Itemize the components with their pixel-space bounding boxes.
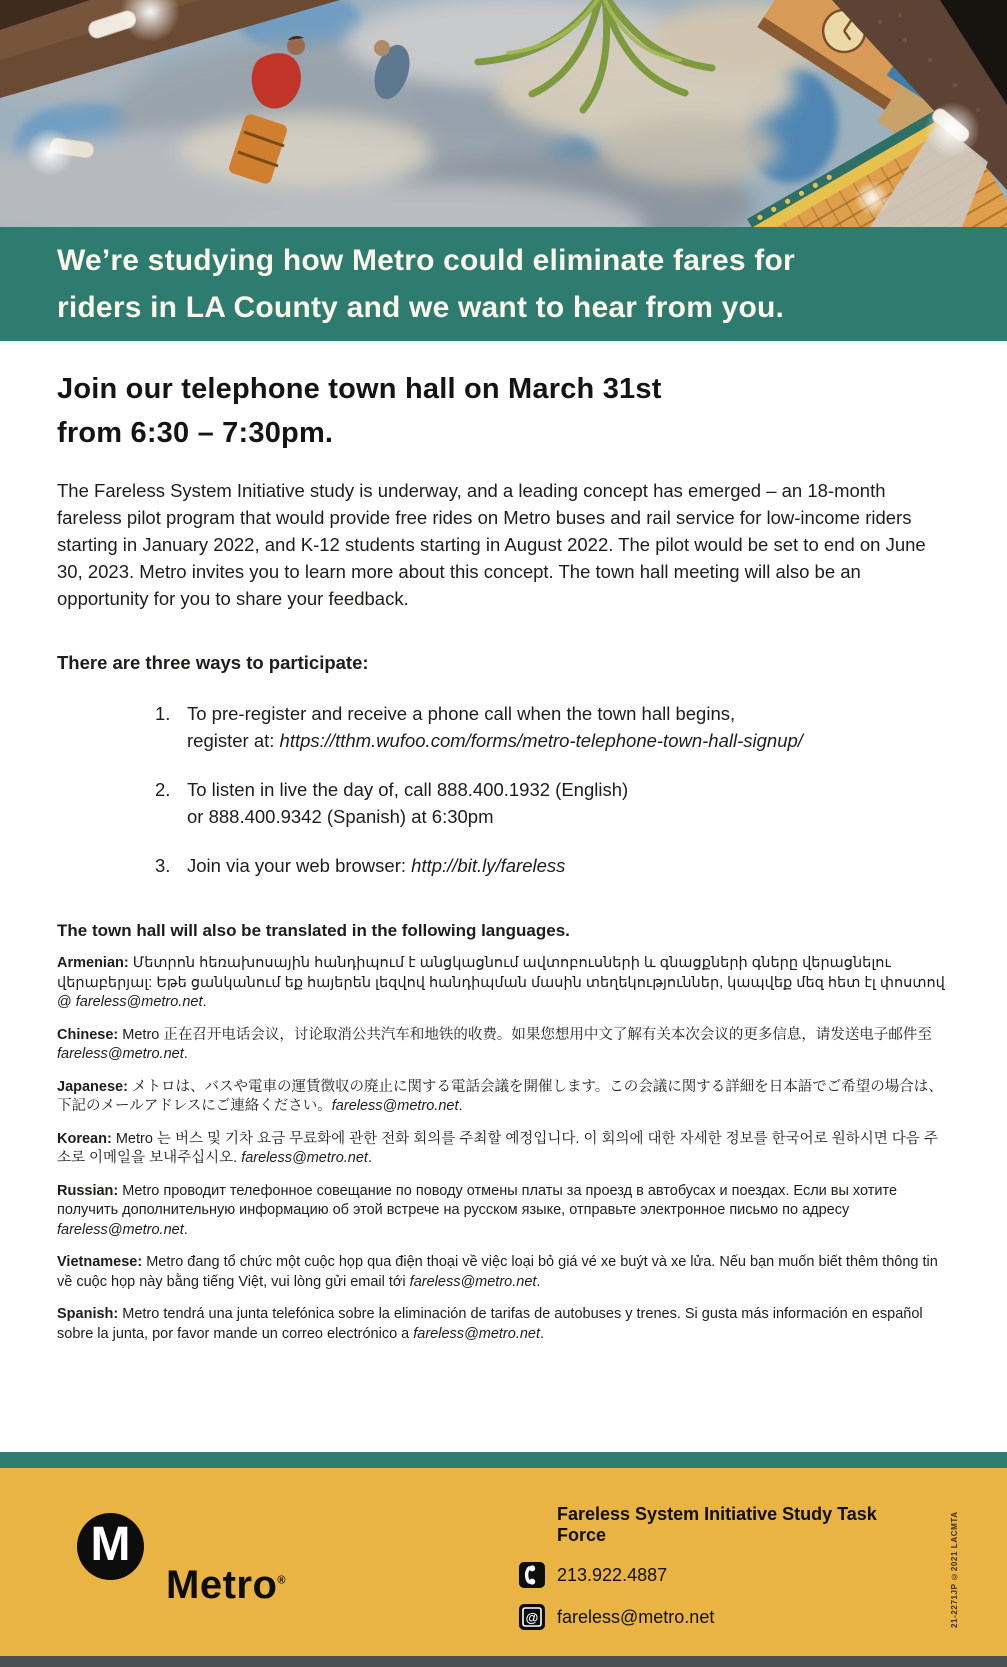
step-text-line: To pre-register and receive a phone call when the town hall begins, (187, 703, 736, 724)
bottom-bar (0, 1656, 1007, 1667)
language-label: Chinese: (57, 1026, 119, 1043)
phone-number[interactable]: 213.922.4887 (557, 1564, 668, 1585)
language-text: . (367, 1150, 372, 1166)
email-link[interactable]: fareless@metro.net (57, 1221, 184, 1238)
footer-title: Fareless System Initiative Study Task Force (557, 1504, 877, 1545)
signup-url-link[interactable]: https://tthm.wufoo.com/forms/metro-telephone-town-hall-signup/ (279, 730, 803, 751)
footer (0, 1468, 1007, 1656)
language-paragraph-armenian (57, 954, 950, 1013)
main-content (0, 341, 1007, 1452)
phone-icon (519, 1562, 545, 1588)
svg-text:@: @ (525, 1610, 539, 1625)
language-text: Metro đang tổ chức một cuộc họp qua điện thoại về việc loại bỏ giá vé xe buýt và xe lửa. Nếu bạn muốn biết thêm thông tin về cuộc họp này bằng tiếng Việt, vui lòng gửi email tới (57, 1254, 938, 1290)
hero-photo (0, 0, 1007, 227)
participate-heading: There are three ways to participate: (57, 652, 369, 673)
language-text: . (540, 1325, 545, 1342)
email-link[interactable]: fareless@metro.net (413, 1325, 541, 1342)
language-text: Metro проводит телефонное совещание по поводу отмены платы за проезд в автобусах и поездах. Если вы хотите получить дополнительную информацию об этой встрече на русском языке, отправьте электронное письмо по адресу (57, 1182, 898, 1218)
language-paragraph-japanese (57, 1078, 950, 1117)
language-label: Spanish: (57, 1306, 119, 1322)
participate-steps (57, 700, 950, 879)
email-link[interactable]: fareless@metro.net (331, 1098, 459, 1114)
bitly-url-link[interactable]: http://bit.ly/fareless (411, 855, 566, 876)
footer-email[interactable]: fareless@metro.net (557, 1606, 715, 1627)
step-pre-register (155, 700, 950, 754)
step-web-browser (155, 852, 950, 879)
language-label: Armenian: (57, 955, 129, 971)
language-paragraph-korean (57, 1130, 950, 1169)
email-link[interactable]: fareless@metro.net (75, 994, 203, 1010)
print-code: 21-2271JP ©2021 LACMTA (950, 1511, 959, 1628)
language-text: . (458, 1098, 463, 1114)
email-link[interactable]: fareless@metro.net (409, 1273, 537, 1290)
teal-divider (0, 1452, 1007, 1468)
metro-logo (77, 1513, 144, 1580)
language-label: Russian: (57, 1182, 119, 1199)
step-text-line: register at: (187, 730, 280, 751)
languages-heading: The town hall will also be translated in the following languages. (57, 921, 570, 940)
metro-wordmark-text: Metro (166, 1563, 278, 1607)
ceiling-mural-photo (0, 0, 1007, 227)
step-text-line: To listen in live the day of, call 888.400.1932 (English) (187, 779, 629, 800)
banner-line2: riders in LA County and we want to hear from you. (57, 291, 785, 324)
step-text-line: Join via your web browser: (187, 855, 412, 876)
footer-contact-block (519, 1504, 919, 1630)
step-text (187, 700, 803, 754)
language-paragraph-spanish (57, 1305, 950, 1344)
email-icon (519, 1604, 545, 1630)
language-text: Metro 正在召开电话会议，讨论取消公共汽车和地铁的收费。如果您想用中文了解有关本次会议的更多信息，请发送电子邮件至 (118, 1026, 932, 1043)
step-number: 2. (155, 779, 171, 800)
language-paragraph-chinese (57, 1026, 950, 1065)
language-text: Metro 는 버스 및 기차 요금 무료화에 관한 전화 회의를 주최할 예정입니다. 이 회의에 대한 자세한 정보를 한국어로 원하시면 다음 주소로 이메일을 보내주십시오. (57, 1130, 938, 1166)
step-text (187, 776, 628, 830)
phone-row (519, 1562, 919, 1588)
email-link[interactable]: fareless@metro.net (57, 1046, 184, 1062)
language-text: . (536, 1273, 541, 1290)
language-label: Korean: (57, 1130, 112, 1147)
step-number: 3. (155, 855, 171, 876)
language-text: . (183, 1221, 188, 1238)
language-text: Մետրոն հեռախոսային հանդիպում է անցկացնում ավտոբուսների և գնացքների գները վերացնելու վերաբերյալ: Եթե ցանկանում եք հայերեն լեզվով հանդիպման մասին տեղեկություններ, կապվեք մեզ հետ էլ փոստով @ (57, 955, 945, 1010)
step-text (187, 852, 565, 879)
step-text-line: or 888.400.9342 (Spanish) at 6:30pm (187, 806, 494, 827)
heading-line2: from 6:30 – 7:30pm. (57, 417, 334, 449)
language-label: Japanese: (57, 1078, 128, 1095)
email-link[interactable]: fareless@metro.net (241, 1150, 368, 1166)
language-paragraph-russian (57, 1182, 950, 1241)
metro-wordmark (166, 1563, 286, 1608)
language-text: . (183, 1046, 188, 1062)
registered-mark: ® (277, 1574, 286, 1587)
step-number: 1. (155, 703, 171, 724)
intro-banner (0, 227, 1007, 341)
banner-line1: We’re studying how Metro could eliminate fares for (57, 244, 795, 277)
metro-logo-letter: M (90, 1517, 131, 1571)
language-label: Vietnamese: (57, 1254, 143, 1270)
language-text: メトロは、バスや電車の運賃徴収の廃止に関する電話会議を開催します。この会議に関する詳細を日本語でご希望の場合は、下記のメールアドレスにご連絡ください。 (57, 1078, 943, 1114)
email-row (519, 1604, 919, 1630)
step-listen-live (155, 776, 950, 830)
page-title (57, 367, 950, 455)
heading-line1: Join our telephone town hall on March 31st (57, 373, 662, 405)
language-text: Metro tendrá una junta telefónica sobre la eliminación de tarifas de autobuses y trenes. Si gusta más información en español sobre la junta, por favor mande un correo electrónico a (57, 1306, 923, 1342)
intro-paragraph: The Fareless System Initiative study is underway, and a leading concept has emerged – an 18-month fareless pilot program that would provide free rides on Metro buses and rail service for low-income riders starting in January 2022, and K-12 students starting in August 2022. The pilot would be set to end on June 30, 2023. Metro invites you to learn more about this concept. The town hall meeting will also be an opportunity for you to share your feedback. (57, 480, 926, 609)
language-paragraph-vietnamese (57, 1253, 950, 1292)
language-text: . (202, 994, 207, 1010)
